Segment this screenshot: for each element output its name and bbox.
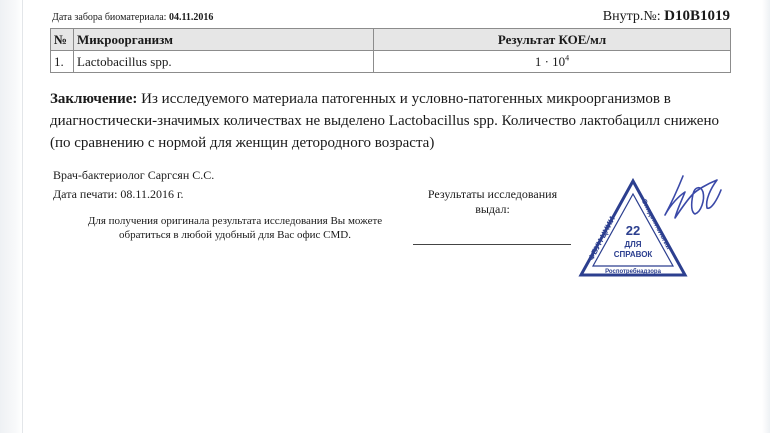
stamp-bottom-text: Роспотребнадзора xyxy=(605,269,661,275)
organism-name: Lactobacillus spp. xyxy=(74,51,374,73)
doctor-name: Врач-бактериолог Саргсян С.С. xyxy=(53,168,215,182)
internal-number-value: D10B1019 xyxy=(664,8,730,24)
internal-number-label: Внутр.№: xyxy=(602,9,661,24)
row-number: 1. xyxy=(51,51,74,73)
signature-line xyxy=(413,244,571,245)
col-organism-header: Микроорганизм xyxy=(74,29,374,51)
result-base: 1 · 10 xyxy=(534,53,566,69)
issued-by-label: Результаты исследования выдал: xyxy=(427,187,558,216)
handwritten-signature xyxy=(655,170,730,230)
internal-number xyxy=(603,8,730,25)
original-note: Для получения оригинала результата исследования Вы можете обратиться в любой удобный для Вас офис CMD. xyxy=(87,215,383,241)
document-meta-row xyxy=(52,10,732,28)
conclusion-label: Заключение: xyxy=(50,91,138,107)
result-exponent: 4 xyxy=(565,53,570,63)
left-page-edge xyxy=(0,0,23,433)
stamp-line1: ДЛЯ xyxy=(624,240,642,249)
table-row xyxy=(51,51,731,73)
collection-date-value: 04.11.2016 xyxy=(168,12,214,23)
conclusion-paragraph xyxy=(50,88,740,154)
stamp-line2: СПРАВОК xyxy=(613,250,653,259)
results-table-header xyxy=(51,29,731,51)
right-page-edge xyxy=(762,0,770,433)
collection-date xyxy=(52,12,213,23)
result-value xyxy=(374,51,731,73)
col-result-header: Результат КОЕ/мл xyxy=(374,29,731,51)
collection-date-label: Дата забора биоматериала: xyxy=(52,12,167,23)
col-number-header: № xyxy=(51,29,74,51)
stamp-number: 22 xyxy=(625,223,641,238)
print-date: Дата печати: 08.11.2016 г. xyxy=(53,187,184,201)
stamp-right-text: Эпидемиологии xyxy=(639,198,672,251)
stamp-left-text: ФБУН ЦНИИ xyxy=(586,214,617,263)
conclusion-text: Из исследуемого материала патогенных и условно-патогенных микроорганизмов в диагностически-значимых количествах не выделено Lactobacillus spp. Количество лактобацилл снижено (по сравнению с нормой для женщин детородного возраста) xyxy=(50,91,719,151)
results-table xyxy=(50,28,731,73)
